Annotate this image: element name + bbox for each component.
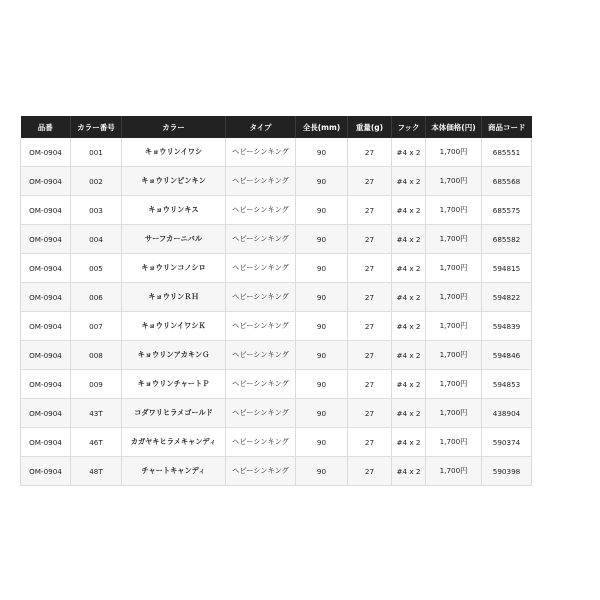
table-row (21, 196, 532, 225)
table-row (21, 399, 532, 428)
price-cell: 1,700円 (426, 225, 482, 254)
weight-cell: 27 (348, 341, 392, 370)
weight-cell: 27 (348, 283, 392, 312)
hook-cell: #4 x 2 (392, 370, 426, 399)
color-name-cell: キョウリンＲＨ (122, 283, 226, 312)
table-row (21, 254, 532, 283)
length-cell: 90 (296, 312, 348, 341)
weight-cell: 27 (348, 428, 392, 457)
table-row (21, 341, 532, 370)
product-code-cell: 594839 (482, 312, 532, 341)
product-code-cell: 594822 (482, 283, 532, 312)
length-cell: 90 (296, 283, 348, 312)
color-number-cell: 48T (71, 457, 122, 486)
color-name-cell: キョウリンアカキンＧ (122, 341, 226, 370)
product-code-cell: 685582 (482, 225, 532, 254)
product-code-cell: 594853 (482, 370, 532, 399)
type-cell: ヘビーシンキング (226, 138, 296, 167)
table-row (21, 428, 532, 457)
product-code-cell: 685551 (482, 138, 532, 167)
part-number-cell: OM-0904 (21, 399, 71, 428)
length-cell: 90 (296, 428, 348, 457)
color-number-cell: 008 (71, 341, 122, 370)
color-name-cell: チャートキャンディ (122, 457, 226, 486)
header-weight: 重量(g) (348, 116, 392, 138)
color-number-cell: 003 (71, 196, 122, 225)
length-cell: 90 (296, 457, 348, 486)
part-number-cell: OM-0904 (21, 283, 71, 312)
color-name-cell: キョウリンピンキン (122, 167, 226, 196)
type-cell: ヘビーシンキング (226, 428, 296, 457)
header-length: 全長(mm) (296, 116, 348, 138)
product-code-cell: 594815 (482, 254, 532, 283)
part-number-cell: OM-0904 (21, 428, 71, 457)
price-cell: 1,700円 (426, 312, 482, 341)
hook-cell: #4 x 2 (392, 341, 426, 370)
type-cell: ヘビーシンキング (226, 370, 296, 399)
length-cell: 90 (296, 167, 348, 196)
weight-cell: 27 (348, 167, 392, 196)
header-color-number: カラー番号 (71, 116, 122, 138)
hook-cell: #4 x 2 (392, 283, 426, 312)
table-row (21, 138, 532, 167)
product-code-cell: 438904 (482, 399, 532, 428)
color-number-cell: 46T (71, 428, 122, 457)
part-number-cell: OM-0904 (21, 457, 71, 486)
length-cell: 90 (296, 370, 348, 399)
header-type: タイプ (226, 116, 296, 138)
weight-cell: 27 (348, 138, 392, 167)
product-code-cell: 685575 (482, 196, 532, 225)
header-color: カラー (122, 116, 226, 138)
type-cell: ヘビーシンキング (226, 225, 296, 254)
header-row (21, 116, 532, 138)
part-number-cell: OM-0904 (21, 370, 71, 399)
color-number-cell: 007 (71, 312, 122, 341)
color-number-cell: 002 (71, 167, 122, 196)
weight-cell: 27 (348, 254, 392, 283)
color-number-cell: 009 (71, 370, 122, 399)
color-name-cell: サーフカーニバル (122, 225, 226, 254)
weight-cell: 27 (348, 399, 392, 428)
table-row (21, 312, 532, 341)
part-number-cell: OM-0904 (21, 167, 71, 196)
color-name-cell: キョウリンキス (122, 196, 226, 225)
type-cell: ヘビーシンキング (226, 283, 296, 312)
color-name-cell: キョウリンコノシロ (122, 254, 226, 283)
hook-cell: #4 x 2 (392, 312, 426, 341)
hook-cell: #4 x 2 (392, 225, 426, 254)
type-cell: ヘビーシンキング (226, 167, 296, 196)
hook-cell: #4 x 2 (392, 399, 426, 428)
weight-cell: 27 (348, 196, 392, 225)
table-row (21, 370, 532, 399)
weight-cell: 27 (348, 457, 392, 486)
color-number-cell: 004 (71, 225, 122, 254)
part-number-cell: OM-0904 (21, 254, 71, 283)
length-cell: 90 (296, 399, 348, 428)
weight-cell: 27 (348, 370, 392, 399)
product-code-cell: 590398 (482, 457, 532, 486)
price-cell: 1,700円 (426, 283, 482, 312)
table-row (21, 457, 532, 486)
product-code-cell: 594846 (482, 341, 532, 370)
hook-cell: #4 x 2 (392, 457, 426, 486)
product-code-cell: 590374 (482, 428, 532, 457)
color-name-cell: コダワリヒラメゴールド (122, 399, 226, 428)
price-cell: 1,700円 (426, 399, 482, 428)
hook-cell: #4 x 2 (392, 138, 426, 167)
table-row (21, 283, 532, 312)
color-name-cell: カガヤキヒラメキャンディ (122, 428, 226, 457)
type-cell: ヘビーシンキング (226, 254, 296, 283)
part-number-cell: OM-0904 (21, 138, 71, 167)
table-body (21, 138, 532, 486)
color-number-cell: 001 (71, 138, 122, 167)
weight-cell: 27 (348, 225, 392, 254)
price-cell: 1,700円 (426, 196, 482, 225)
length-cell: 90 (296, 138, 348, 167)
price-cell: 1,700円 (426, 167, 482, 196)
hook-cell: #4 x 2 (392, 428, 426, 457)
header-hook: フック (392, 116, 426, 138)
header-product-code: 商品コード (482, 116, 532, 138)
length-cell: 90 (296, 254, 348, 283)
price-cell: 1,700円 (426, 254, 482, 283)
product-spec-table (20, 116, 532, 486)
table-row (21, 167, 532, 196)
color-number-cell: 006 (71, 283, 122, 312)
type-cell: ヘビーシンキング (226, 457, 296, 486)
color-name-cell: キョウリンイワシ (122, 138, 226, 167)
type-cell: ヘビーシンキング (226, 399, 296, 428)
price-cell: 1,700円 (426, 341, 482, 370)
product-spec-table-container (20, 116, 531, 486)
length-cell: 90 (296, 196, 348, 225)
color-name-cell: キョウリンチャートＰ (122, 370, 226, 399)
hook-cell: #4 x 2 (392, 254, 426, 283)
hook-cell: #4 x 2 (392, 167, 426, 196)
type-cell: ヘビーシンキング (226, 196, 296, 225)
type-cell: ヘビーシンキング (226, 312, 296, 341)
length-cell: 90 (296, 225, 348, 254)
color-number-cell: 005 (71, 254, 122, 283)
color-number-cell: 43T (71, 399, 122, 428)
price-cell: 1,700円 (426, 370, 482, 399)
part-number-cell: OM-0904 (21, 312, 71, 341)
header-part-number: 品番 (21, 116, 71, 138)
hook-cell: #4 x 2 (392, 196, 426, 225)
color-name-cell: キョウリンイワシＫ (122, 312, 226, 341)
table-row (21, 225, 532, 254)
header-price: 本体価格(円) (426, 116, 482, 138)
type-cell: ヘビーシンキング (226, 341, 296, 370)
price-cell: 1,700円 (426, 457, 482, 486)
part-number-cell: OM-0904 (21, 225, 71, 254)
part-number-cell: OM-0904 (21, 341, 71, 370)
weight-cell: 27 (348, 312, 392, 341)
table-header (21, 116, 532, 138)
length-cell: 90 (296, 341, 348, 370)
price-cell: 1,700円 (426, 138, 482, 167)
part-number-cell: OM-0904 (21, 196, 71, 225)
product-code-cell: 685568 (482, 167, 532, 196)
price-cell: 1,700円 (426, 428, 482, 457)
